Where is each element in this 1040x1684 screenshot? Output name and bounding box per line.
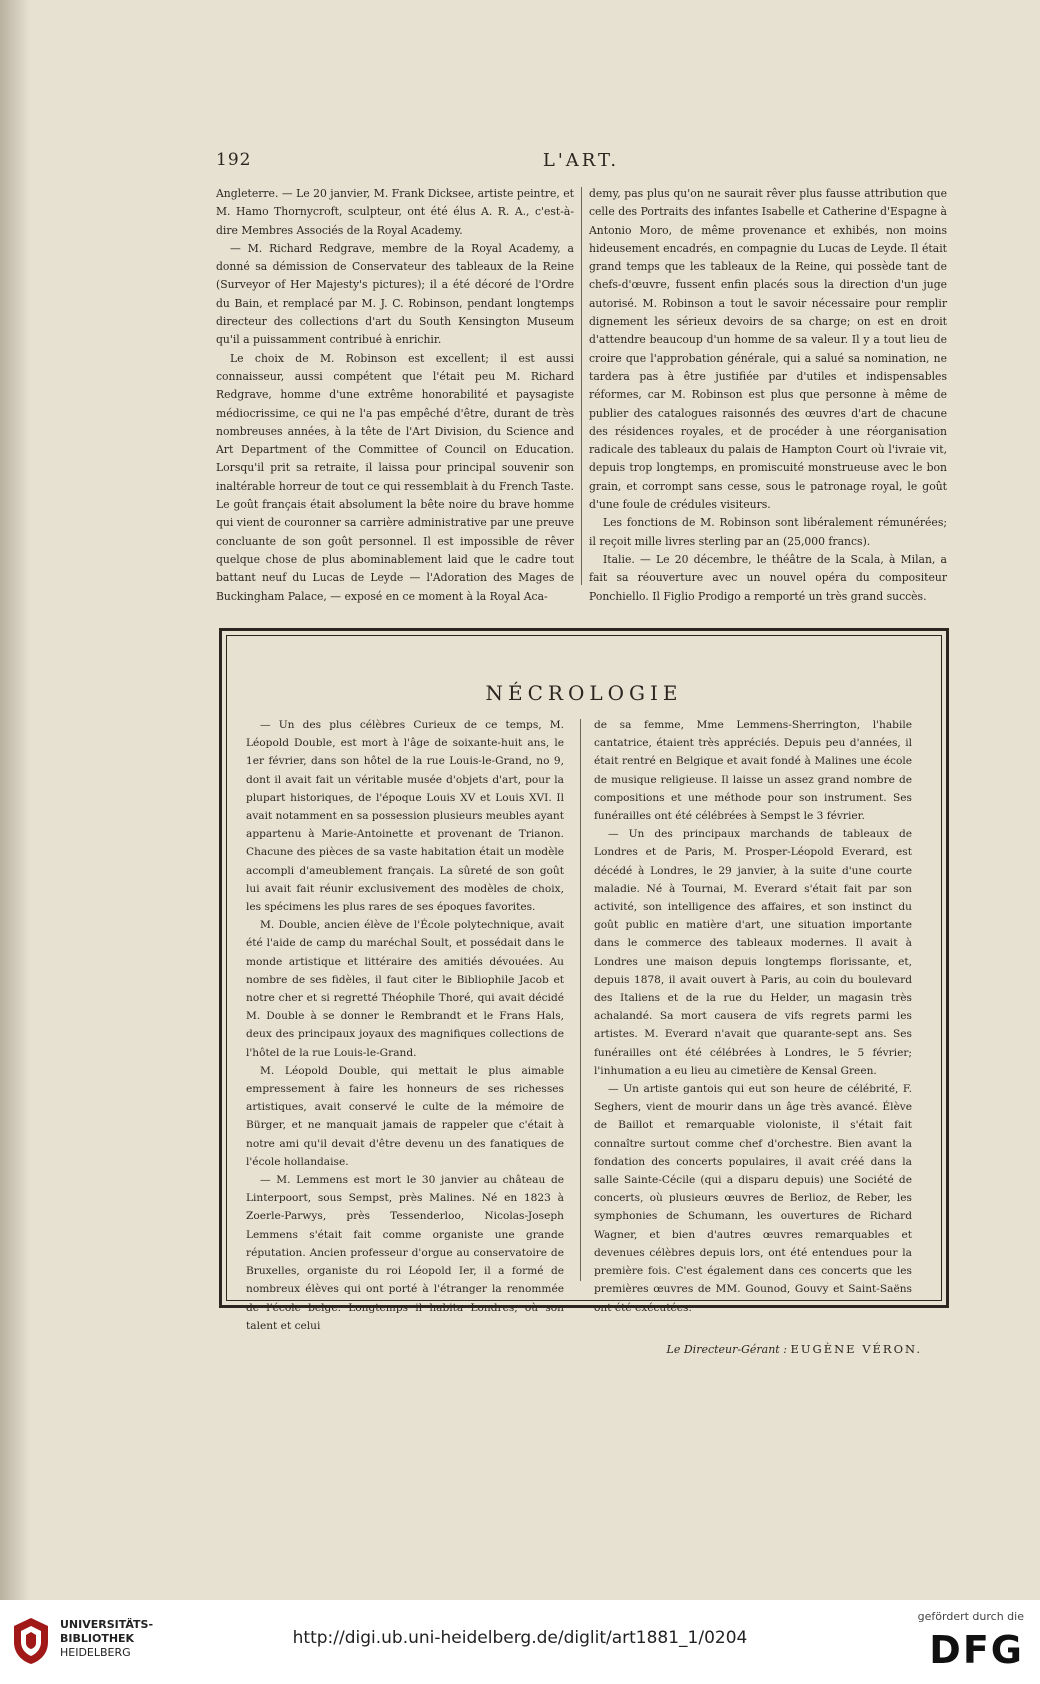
institution-line: BIBLIOTHEK — [60, 1632, 135, 1645]
necrologie-column-right — [594, 716, 912, 1317]
running-head — [216, 150, 946, 176]
binding-shadow — [0, 0, 30, 1600]
necrologie-title: NÉCROLOGIE — [485, 681, 683, 705]
dfg-logo: DFG — [929, 1628, 1024, 1672]
paragraph: demy, pas plus qu'on ne saurait rêver plus fausse attribution que celle des Portraits des infantes Isabelle et Catherine d'Espagne à Antonio Moro, de même provenance et exhibés, non moins hideusement encadrés, en compagnie du Lucas de Leyde. Il était grand temps que les tableaux de la Reine, qui possède tant de chefs-d'œuvre, fussent enfin placés sous la direction d'un juge autorisé. M. Robinson a tout le savoir nécessaire pour remplir dignement les sérieux devoirs de sa charge; on est en droit d'attendre beaucoup d'un homme de sa valeur. Il y a tout lieu de croire que l'approbation générale, qui a salué sa nomination, ne tardera pas à être justifiée par d'utiles et indispensables réformes, car M. Robinson est plus que personne à même de publier des catalogues raisonnés des œuvres d'art de chacune des résidences royales, et de procéder à une réorganisation radicale des tableaux du palais de Hampton Court où l'ivraie vit, depuis trop longtemps, en promiscuité monstrueuse avec le bon grain, et corrompt sans cesse, sous le patronage royal, le goût d'une foule de crédules visiteurs. — [589, 187, 947, 512]
paragraph: — Un artiste gantois qui eut son heure de célébrité, F. Seghers, vient de mourir dans un âge très avancé. Élève de Baillot et remarquable violoniste, il s'était fait connaître surtout comme chef d'orchestre. Bien avant la fondation des concerts populaires, il avait créé dans la salle Sainte-Cécile (qui a disparu depuis) une Société de concerts, où plusieurs œuvres de Berlioz, de Reber, les symphonies de Schumann, les ouvertures de Richard Wagner, et bien d'autres œuvres remarquables et devenues célèbres depuis lors, ont été entendues pour la première fois. C'est également dans ces concerts que les premières œuvres de MM. Gounod, Gouvy et Saint-Saëns ont été exécutées. — [594, 1083, 912, 1314]
paragraph: Le choix de M. Robinson est excellent; il est aussi connaisseur, aussi compétent que l'était peu M. Richard Redgrave, homme d'une extrême honorabilité et paysagiste médiocrissime, ce qui ne l'a pas empêché d'être, durant de très nombreuses années, à la tête de l'Art Division, du Science and Art Department of the Committee of Council on Education. Lorsqu'il prit sa retraite, il laissa pour principal souvenir son inaltérable horreur de tout ce qui ressemblait à du French Taste. Le goût français était absolument la bête noire du brave homme qui vient de couronner sa carrière administrative par une preuve concluante de son goût personnel. Il est impossible de rêver quelque chose de plus abominablement laid que le cadre tout battant neuf du Lucas de Leyde — l'Adoration des Mages de Buckingham Palace, — exposé en ce moment à la Royal Aca- — [216, 351, 574, 603]
permalink-url[interactable]: http://digi.ub.uni-heidelberg.de/diglit/art1881_1/0204 — [292, 1628, 748, 1648]
paragraph: — M. Lemmens est mort le 30 janvier au château de Linterpoort, sous Sempst, près Malines. Né en 1823 à Zoerle-Parwys, près Tessenderloo, Nicolas-Joseph Lemmens s'était fait comme organiste une grande réputation. Ancien professeur d'orgue au conservatoire de Bruxelles, organiste du roi Léopold Ier, il a formé de nombreux élèves qui ont porté à l'étranger la renommée de l'école belge. Longtemps il habita Londres, où son talent et celui — [246, 1174, 564, 1332]
signature-line — [667, 1342, 922, 1356]
news-column-right — [589, 185, 947, 606]
paragraph: de sa femme, Mme Lemmens-Sherrington, l'habile cantatrice, étaient très appréciés. Depuis peu d'années, il était rentré en Belgique et avait fondé à Malines une école de musique religieuse. Il laisse un assez grand nombre de compositions et une méthode pour son instrument. Ses funérailles ont été célébrées à Sempst le 3 février. — [594, 719, 912, 823]
necrologie-box — [219, 628, 949, 1332]
signature-name: EUGÈNE VÉRON. — [790, 1342, 922, 1356]
necrologie-column-left — [246, 716, 564, 1335]
page-number: 192 — [216, 150, 252, 170]
paragraph: — M. Richard Redgrave, membre de la Royal Academy, a donné sa démission de Conservateur des tableaux de la Reine (Surveyor of Her Majesty's pictures); il a été décoré de l'Ordre du Bain, et remplacé par M. J. C. Robinson, pendant longtemps directeur des collections d'art du South Kensington Museum qu'il a puissamment contribué à enrichir. — [216, 241, 574, 347]
column-divider — [580, 719, 581, 1281]
paragraph: Italie. — Le 20 décembre, le théâtre de la Scala, à Milan, a fait sa réouverture avec un nouvel opéra du compositeur Ponchiello. Il Figlio Prodigo a remporté un très grand succès. — [589, 552, 947, 603]
institution-line: UNIVERSITÄTS- — [60, 1618, 154, 1631]
viewer-footer — [0, 1600, 1040, 1684]
institution-line: HEIDELBERG — [60, 1646, 131, 1659]
paragraph: M. Double, ancien élève de l'École polytechnique, avait été l'aide de camp du maréchal Soult, et possédait dans le monde artistique et littéraire des amitiés dévouées. Au nombre de ses fidèles, il faut citer le Bibliophile Jacob et notre cher et si regretté Théophile Thoré, qui avait décidé M. Double à se donner le Rembrandt et le Frans Hals, deux des principaux joyaux des magnifiques collections de l'hôtel de la rue Louis-le-Grand. — [246, 919, 564, 1059]
funded-by-label: gefördert durch die — [917, 1610, 1024, 1623]
news-column-left — [216, 185, 574, 606]
paragraph: M. Léopold Double, qui mettait le plus aimable empressement à faire les honneurs de ses richesses artistiques, avait conservé le culte de la mémoire de Bürger, et ne manquait jamais de rappeler que c'était à notre ami qu'il devait d'être devenu un des fanatiques de l'école hollandaise. — [246, 1064, 564, 1168]
paragraph: Les fonctions de M. Robinson sont libéralement rémunérées; il reçoit mille livres sterling par an (25,000 francs). — [589, 516, 947, 548]
paragraph: — Un des principaux marchands de tableaux de Londres et de Paris, M. Prosper-Léopold Everard, est décédé à Londres, le 29 janvier, à la suite d'une courte maladie. Né à Tournai, M. Everard s'était fait par son activité, son intelligence des affaires, et son instinct du goût public en matière d'art, une situation importante dans le commerce des tableaux modernes. Il avait à Londres une maison depuis longtemps florissante, et, depuis 1878, il avait ouvert à Paris, au coin du boulevard des Italiens et de la rue du Helder, un magasin très achalandé. Sa mort causera de vifs regrets parmi les artistes. M. Everard n'avait que quarante-sept ans. Ses funérailles ont été célébrées à Londres, le 5 février; l'inhumation a eu lieu au cimetière de Kensal Green. — [594, 828, 912, 1077]
journal-title: L'ART. — [542, 150, 620, 171]
paragraph: Angleterre. — Le 20 janvier, M. Frank Dicksee, artiste peintre, et M. Hamo Thornycroft, sculpteur, ont été élus A. R. A., c'est-à-dire Membres Associés de la Royal Academy. — [216, 187, 574, 237]
column-divider — [581, 187, 582, 585]
signature-label: Le Directeur-Gérant : — [666, 1343, 787, 1356]
paragraph: — Un des plus célèbres Curieux de ce temps, M. Léopold Double, est mort à l'âge de soixante-huit ans, le 1er février, dans son hôtel de la rue Louis-le-Grand, no 9, dont il avait fait un véritable musée d'objets d'art, pour la plupart historiques, de l'époque Louis XV et Louis XVI. Il avait notamment en sa possession plusieurs meubles ayant appartenu à Marie-Antoinette et provenant de Trianon. Chacune des pièces de sa vaste habitation était un modèle accompli d'ameublement français. La sûreté de son goût lui avait fait réunir exclusivement des modèles de choix, les spécimens les plus rares de ses époques favorites. — [246, 719, 564, 914]
